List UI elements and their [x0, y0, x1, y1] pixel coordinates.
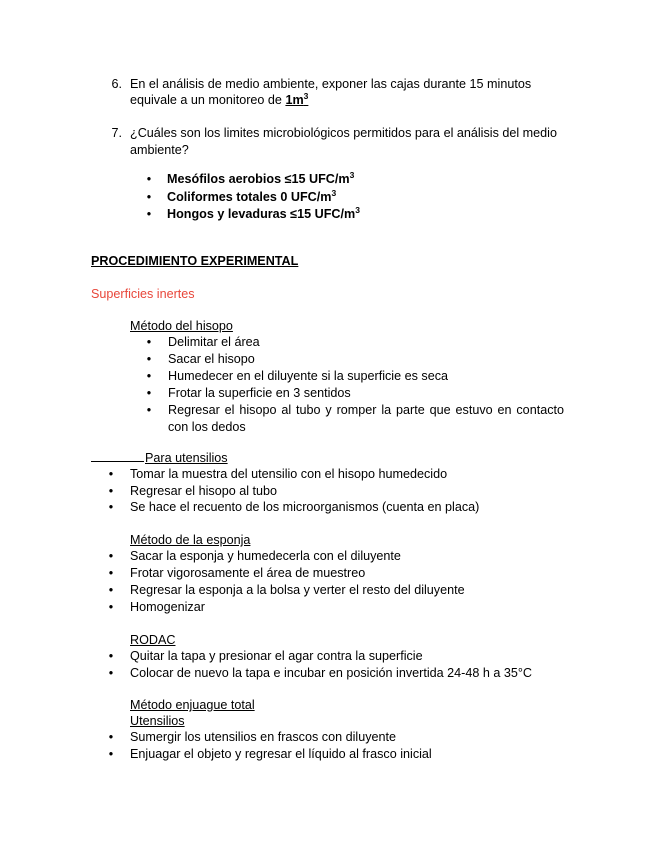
- enjuague-list: [107, 729, 567, 763]
- list-item: • Homogenizar: [108, 600, 205, 614]
- rodac-title: RODAC: [130, 633, 176, 647]
- list-item: • Enjuagar el objeto y regresar el líquido al frasco inicial: [108, 747, 432, 761]
- section-title: PROCEDIMIENTO EXPERIMENTAL: [91, 254, 299, 268]
- esponja-title: Método de la esponja: [130, 533, 251, 547]
- question-6-text: equivale a un monitoreo de: [130, 93, 286, 107]
- question-6-line-1: En el análisis de medio ambiente, exponer las cajas durante 15 minutos: [130, 77, 532, 91]
- list-item: • Tomar la muestra del utensilio con el hisopo humedecido: [108, 467, 448, 481]
- question-6-number: 6.: [111, 77, 122, 91]
- title-underline-gap: [91, 461, 144, 462]
- list-item: • Colocar de nuevo la tapa e incubar en posición invertida 24-48 h a 35°C: [108, 666, 532, 680]
- rodac-list: [107, 648, 567, 682]
- list-item: • Sumergir los utensilios en frascos con diluyente: [108, 730, 396, 744]
- limit-item: • Coliformes totales 0 UFC/$m^3$: [146, 187, 337, 204]
- list-item: • Sacar el hisopo: [146, 352, 255, 366]
- list-item: • Regresar la esponja a la bolsa y verter el resto del diluyente: [108, 583, 465, 597]
- limit-item: • Mesófilos aerobios ≤15 UFC/$m^3$: [146, 170, 355, 186]
- hisopo-list: [145, 334, 565, 435]
- limit-item: • Hongos y levaduras ≤15 UFC/$m^3$: [146, 205, 360, 221]
- list-item: • Regresar el hisopo al tubo y romper la parte que estuvo en contacto con los dedos: [146, 403, 564, 434]
- utensilios-title: Para utensilios: [145, 451, 228, 465]
- list-item: • Delimitar el área: [146, 335, 260, 349]
- list-item: • Sacar la esponja y humedecerla con el diluyente: [108, 549, 401, 563]
- question-6-line-2: [130, 92, 564, 109]
- subsection-title: Superficies inertes: [91, 287, 195, 301]
- utensilios-list: [107, 466, 567, 516]
- limits-list: [145, 171, 545, 224]
- list-item: • Quitar la tapa y presionar el agar contra la superficie: [108, 649, 423, 663]
- enjuague-title: Método enjuague total: [130, 698, 255, 712]
- list-item: • Frotar vigorosamente el área de muestreo: [108, 566, 366, 580]
- question-7-number: 7.: [111, 126, 122, 140]
- list-item: • Regresar el hisopo al tubo: [108, 483, 278, 498]
- hisopo-title: Método del hisopo: [130, 319, 233, 333]
- list-item: • Se hace el recuento de los microorganismos (cuenta en placa): [108, 500, 480, 514]
- enjuague-subtitle: Utensilios: [130, 714, 185, 728]
- utensilios-title-line: [91, 450, 228, 467]
- question-6-answer: $1m^3$: [285, 91, 309, 107]
- esponja-list: [107, 548, 567, 616]
- list-item: • Frotar la superficie en 3 sentidos: [146, 386, 351, 400]
- list-item: • Humedecer en el diluyente si la superficie es seca: [146, 369, 449, 383]
- question-7-text: ¿Cuáles son los limites microbiológicos permitidos para el análisis del medio ambiente?: [130, 126, 557, 157]
